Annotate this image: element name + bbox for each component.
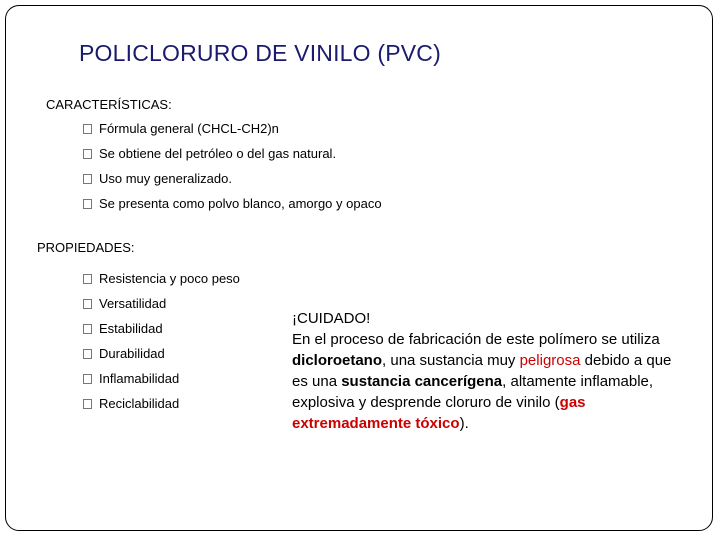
list-item: Se presenta como polvo blanco, amorgo y opaco — [83, 195, 382, 213]
checkbox-bullet-icon — [83, 374, 92, 384]
checkbox-bullet-icon — [83, 149, 92, 159]
term-dicloroetano: dicloroetano — [292, 352, 383, 369]
checkbox-bullet-icon — [83, 299, 92, 309]
list-item: Uso muy generalizado. — [83, 170, 232, 188]
list-item: Se obtiene del petróleo o del gas natural. — [83, 145, 336, 163]
list-item: Reciclabilidad — [83, 395, 179, 413]
checkbox-bullet-icon — [83, 124, 92, 134]
term-cancerigena: sustancia cancerígena — [341, 373, 503, 390]
checkbox-bullet-icon — [83, 399, 92, 409]
caracteristicas-heading: CARACTERÍSTICAS: — [46, 97, 172, 112]
list-item: Versatilidad — [83, 295, 166, 313]
list-item: Resistencia y poco peso — [83, 270, 240, 288]
list-item: Durabilidad — [83, 345, 165, 363]
list-item: Estabilidad — [83, 320, 163, 338]
checkbox-bullet-icon — [83, 324, 92, 334]
slide-frame — [5, 5, 713, 531]
list-item: Fórmula general (CHCL-CH2)n — [83, 120, 279, 138]
warning-heading: ¡CUIDADO! — [292, 310, 371, 327]
checkbox-bullet-icon — [83, 174, 92, 184]
slide-title: POLICLORURO DE VINILO (PVC) — [79, 40, 441, 66]
list-item: Inflamabilidad — [83, 370, 179, 388]
term-gas-toxico: gas extremadamente tóxico — [292, 394, 586, 432]
checkbox-bullet-icon — [83, 199, 92, 209]
warning-text: En el proceso de fabricación de este polímero se utiliza dicloroetano, una sustancia muy peligrosa debido a que es una sustancia cancerígena, altamente inflamable, explosiva y desprende cloruro de vinilo (gas extremadamente tóxico). — [292, 331, 672, 432]
checkbox-bullet-icon — [83, 274, 92, 284]
checkbox-bullet-icon — [83, 349, 92, 359]
propiedades-heading: PROPIEDADES: — [37, 240, 135, 255]
term-peligrosa: peligrosa — [519, 352, 581, 369]
warning-box — [292, 308, 672, 434]
